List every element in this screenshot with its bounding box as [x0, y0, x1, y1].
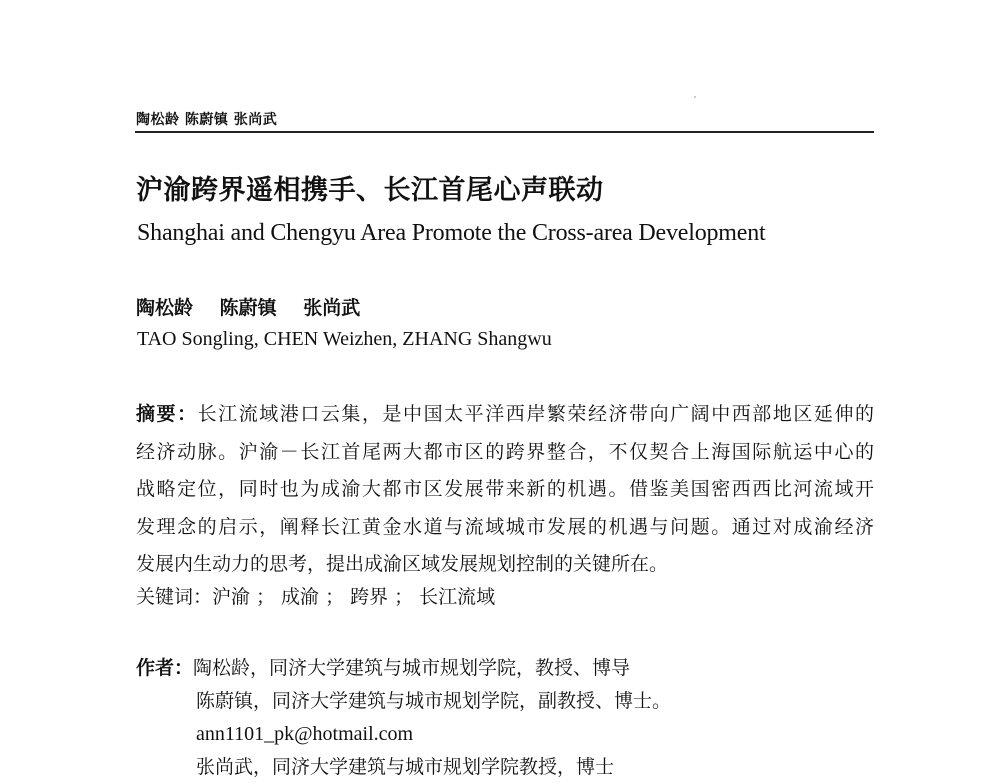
author-info [136, 652, 671, 784]
abstract-line: 发展内生动力的思考，提出成渝区域发展规划控制的关键所在。 [136, 553, 669, 575]
keywords [136, 582, 495, 609]
keyword: 跨界 [350, 586, 389, 608]
abstract-line: 经济动脉。沪渝－长江首尾两大都市区的跨界整合，不仅契合上海国际航运中心的 [136, 440, 874, 463]
author-name: 陶松龄 [136, 297, 194, 319]
keyword: 沪渝 [212, 586, 251, 608]
author-email: ann1101_pk@hotmail.com [196, 723, 414, 745]
author-info-row: 陈蔚镇，同济大学建筑与城市规划学院，副教授、博士。 [196, 690, 672, 712]
keyword: 长江流域 [419, 586, 496, 608]
abstract-label: 摘要： [136, 403, 198, 425]
abstract-line: 发理念的启示，阐释长江黄金水道与流域城市发展的机遇与问题。通过对成渝经济 [136, 515, 874, 538]
author-info-label: 作者： [136, 657, 194, 679]
header-rule [135, 131, 874, 133]
author-info-row: 张尚武，同济大学建筑与城市规划学院教授，博士 [196, 756, 615, 778]
authors-english: TAO Songling, CHEN Weizhen, ZHANG Shangwu [137, 328, 552, 350]
keywords-label: 关键词： [136, 586, 213, 608]
abstract-text: 长江流域港口云集，是中国太平洋西岸繁荣经济带向广阔中西部地区延伸的 [197, 403, 874, 425]
author-name: 张尚武 [303, 297, 361, 319]
abstract [136, 396, 876, 584]
running-header: 陶松龄 陈蔚镇 张尚武 [136, 112, 278, 128]
title-english: Shanghai and Chengyu Area Promote the Cross-area Development [137, 220, 766, 246]
authors-chinese [136, 293, 380, 320]
author-info-row [136, 652, 671, 685]
keyword-separator: ； [325, 586, 345, 608]
author-info-text: 陶松龄，同济大学建筑与城市规划学院，教授、博导 [193, 657, 631, 679]
abstract-line [136, 396, 874, 434]
author-name: 陈蔚镇 [219, 297, 277, 319]
keyword-separator: ； [256, 586, 276, 608]
page-speck [694, 96, 696, 98]
abstract-line: 战略定位，同时也为成渝大都市区发展带来新的机遇。借鉴美国密西西比河流域开 [136, 478, 874, 500]
keyword-separator: ； [394, 586, 414, 608]
title-chinese: 沪渝跨界遥相携手、长江首尾心声联动 [136, 175, 604, 206]
keyword: 成渝 [281, 586, 320, 608]
